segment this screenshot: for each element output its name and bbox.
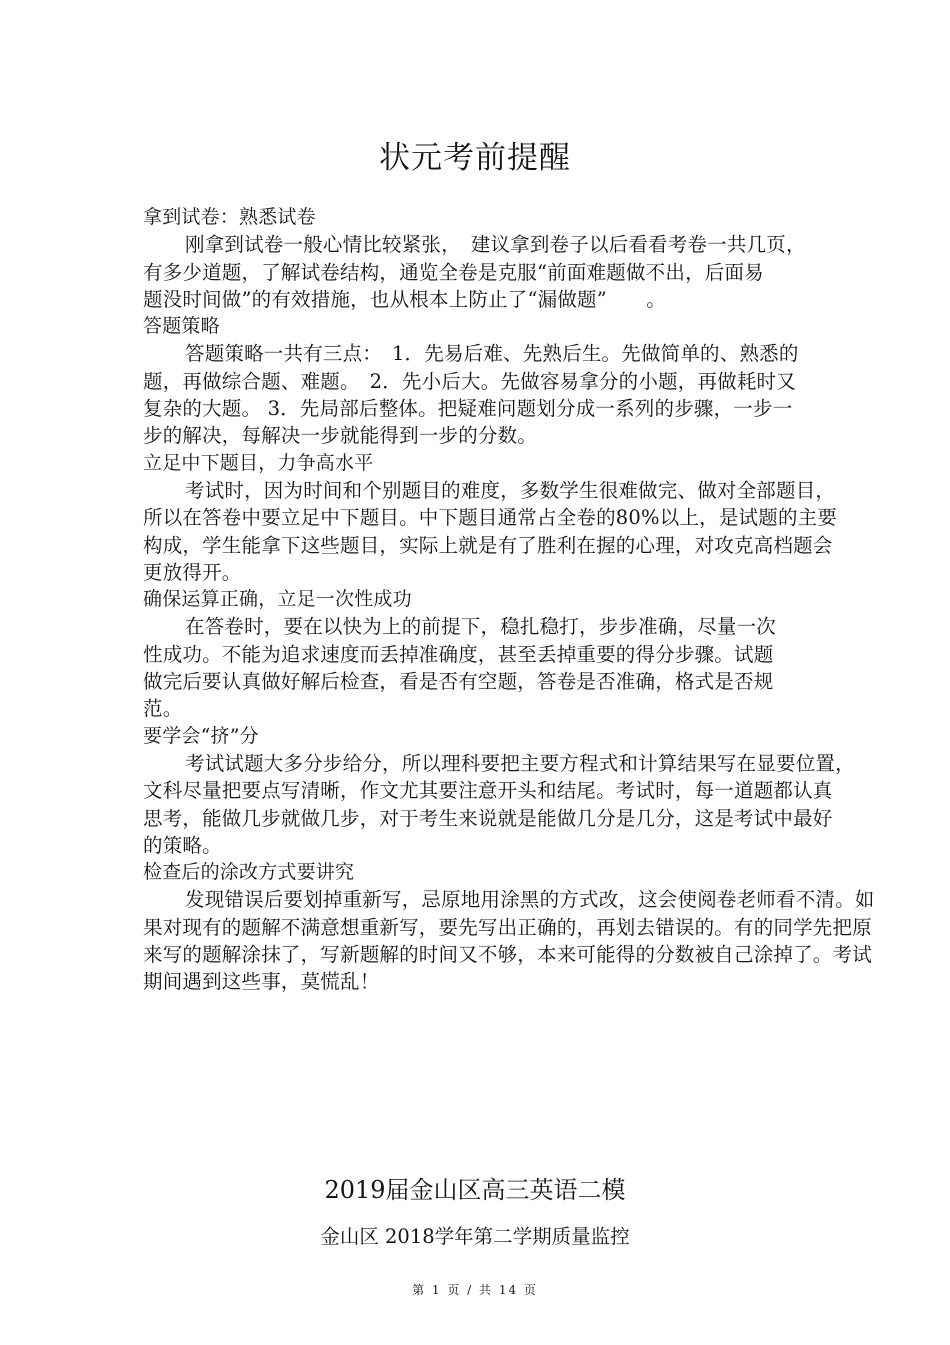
paragraph-line: 在答卷时，要在以快为上的前提下，稳扎稳打，步步准确，尽量一次 xyxy=(185,615,777,639)
paragraph-line: 期间遇到这些事，莫慌乱！ xyxy=(143,970,380,994)
paragraph-line: 范。 xyxy=(143,697,183,721)
exam-subtitle: 金山区 2018学年第二学期质量监控 xyxy=(320,1225,630,1248)
paragraph-line: 构成，学生能拿下这些题目，实际上就是有了胜利在握的心理，对攻克高档题会 xyxy=(143,533,833,557)
section-heading: 答题策略 xyxy=(143,315,220,338)
document-body xyxy=(143,204,878,996)
section-heading: 要学会“挤”分 xyxy=(143,724,259,747)
exam-title: 2019届金山区高三英语二模 xyxy=(324,1176,626,1204)
paragraph-line: 思考，能做几步就做几步，对于考生来说就是能做几分是几分，这是考试中最好 xyxy=(143,806,833,830)
paragraph-line: 考试时，因为时间和个别题目的难度，多数学生很难做完、做对全部题目， xyxy=(185,478,836,502)
paragraph-line: 刚拿到试卷一般心情比较紧张， 建议拿到卷子以后看看考卷一共几页， xyxy=(185,233,806,257)
section-heading: 立足中下题目，力争高水平 xyxy=(143,451,374,474)
paragraph-line: 文科尽量把要点写清晰，作文尤其要注意开头和结尾。考试时，每一道题都认真 xyxy=(143,779,833,803)
paragraph-line: 复杂的大题。 3．先局部后整体。把疑难问题划分成一系列的步骤，一步一 xyxy=(143,397,793,421)
section-heading: 确保运算正确，立足一次性成功 xyxy=(143,588,412,611)
paragraph-line: 更放得开。 xyxy=(143,560,242,584)
paragraph-line: 果对现有的题解不满意想重新写，要先写出正确的，再划去错误的。有的同学先把原 xyxy=(143,915,872,939)
paragraph-line: 所以在答卷中要立足中下题目。中下题目通常占全卷的80%以上，是试题的主要 xyxy=(143,506,838,530)
paragraph-line: 步的解决，每解决一步就能得到一步的分数。 xyxy=(143,424,538,448)
paragraph-line: 的策略。 xyxy=(143,833,222,857)
paragraph-line: 有多少道题，了解试卷结构，通览全卷是克服“前面难题做不出，后面易 xyxy=(143,260,764,284)
document-title: 状元考前提醒 xyxy=(379,140,571,176)
paragraph-line: 题没时间做”的有效措施，也从根本上防止了“漏做题” 。 xyxy=(143,287,667,311)
paragraph-line: 发现错误后要划掉重新写，忌原地用涂黑的方式改，这会使阅卷老师看不清。如 xyxy=(185,888,875,912)
paragraph-line: 题，再做综合题、难题。 2．先小后大。先做容易拿分的小题，再做耗时又 xyxy=(143,369,796,393)
page-number-footer: 第 1 页 / 共 14 页 xyxy=(412,1283,538,1297)
paragraph-line: 答题策略一共有三点： 1．先易后难、先熟后生。先做简单的、熟悉的 xyxy=(185,342,799,366)
paragraph-line: 考试试题大多分步给分，所以理科要把主要方程式和计算结果写在显要位置， xyxy=(185,751,855,775)
paragraph-line: 性成功。不能为追求速度而丢掉准确度，甚至丢掉重要的得分步骤。试题 xyxy=(143,642,774,666)
paragraph-line: 来写的题解涂抹了，写新题解的时间又不够，本来可能得的分数被自己涂掉了。考试 xyxy=(143,943,872,967)
section-heading: 拿到试卷：熟悉试卷 xyxy=(143,206,316,228)
paragraph-line: 做完后要认真做好解后检查，看是否有空题，答卷是否准确，格式是否规 xyxy=(143,670,774,694)
section-heading: 检查后的涂改方式要讲究 xyxy=(143,861,355,884)
